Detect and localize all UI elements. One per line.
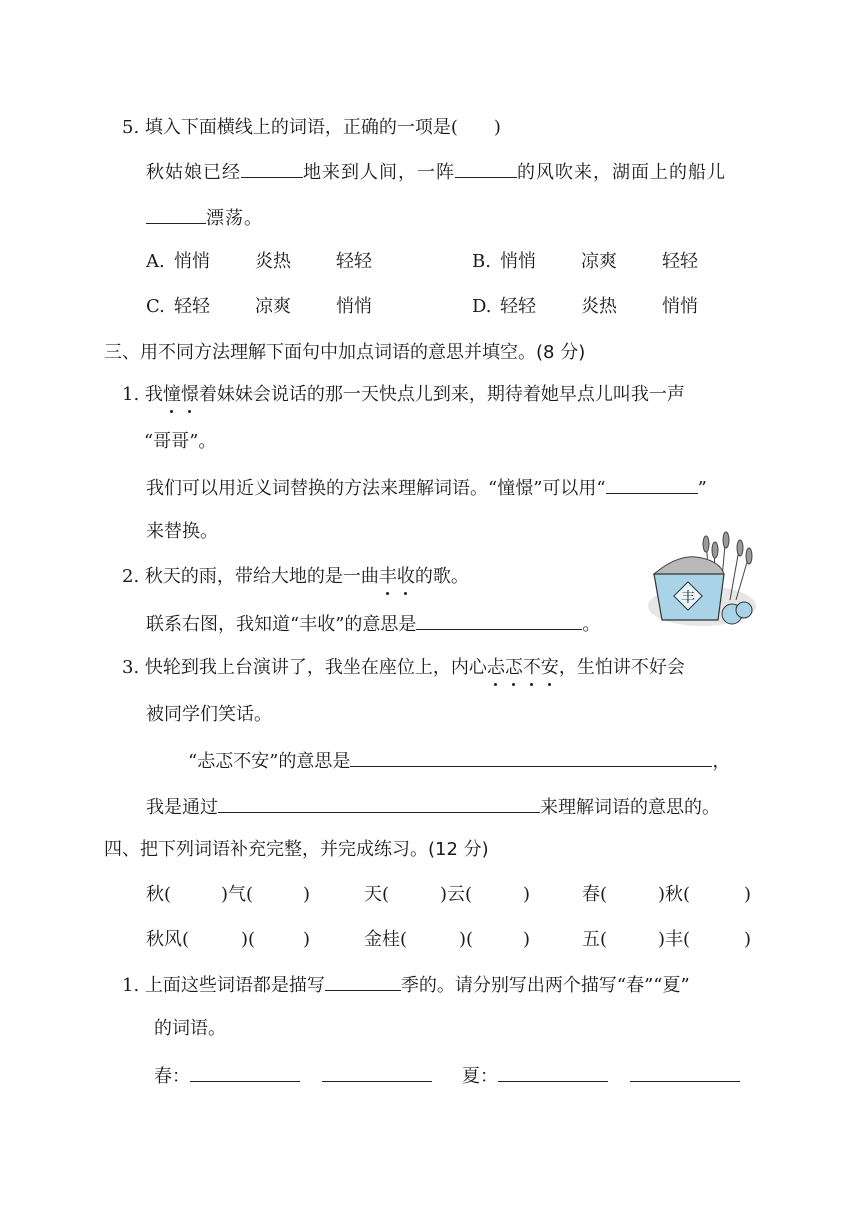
word-fill[interactable]: ) [303,929,311,950]
s4-q1-line2: 的词语。 [154,1018,226,1039]
s3-q1-blank[interactable] [606,475,698,494]
option-a-word1: 悄悄 [174,251,210,272]
option-b-letter[interactable]: B. [472,251,491,272]
option-d-word3: 悄悄 [662,296,698,317]
option-c-word1: 轻轻 [174,296,210,317]
word-fill[interactable]: )气( [221,884,254,905]
word-fill[interactable]: ) [523,884,531,905]
word-fill[interactable]: )丰( [658,929,691,950]
section-3-title: 三、用不同方法理解下面句中加点词语的意思并填空。(8 分) [104,342,586,363]
s4-q1-text-b: 季的。请分别写出两个描写“春”“夏” [400,975,690,996]
summer-blank-1[interactable] [498,1063,608,1082]
word-fill: 秋( [146,884,172,905]
q5-text-a: 秋姑娘已经 [146,162,241,183]
dotted-char: 忐 [486,657,505,678]
option-a-word2: 炎热 [255,251,291,272]
spring-blank-1[interactable] [190,1063,300,1082]
q5-blank-2[interactable] [455,159,517,178]
s3-q2-post: 的歌。 [414,566,469,587]
q5-sentence-line2 [146,205,263,231]
spring-label: 春： [154,1066,190,1087]
word-fill: 金桂( [364,929,408,950]
s4-q1-sentence [122,972,690,998]
s3-q1-sentence [122,383,685,407]
s3-q3-answer [188,748,730,774]
summer-label: 夏： [462,1066,498,1087]
s3-q3-sentence [122,656,685,680]
section-4-title: 四、把下列词语补充完整，并完成练习。(12 分) [104,839,489,860]
q5-blank-1[interactable] [241,159,303,178]
option-d-word2: 炎热 [581,296,617,317]
dotted-char: 忑 [504,657,523,678]
word-fill[interactable]: ) [744,884,752,905]
dotted-char: 收 [396,566,415,587]
s3-q2-ans-text: 联系右图，我知道“丰收”的意思是 [146,614,417,635]
grain-pile [654,557,724,574]
s4-answer-row [154,1063,740,1089]
summer-blank-2[interactable] [630,1063,740,1082]
option-b-word1: 悄悄 [500,251,536,272]
word-fill[interactable]: ) [744,929,752,950]
s3-q3-blank-1[interactable] [350,748,712,767]
q5-stem: 5. 填入下面横线上的词语，正确的一项是( ) [122,117,501,138]
s3-q2-blank[interactable] [416,611,582,630]
option-d-word1: 轻轻 [500,296,536,317]
word-fill: 春( [582,884,608,905]
s3-q3-line2: 被同学们笑话。 [146,704,272,725]
option-c-letter[interactable]: C. [146,296,165,317]
dotted-char: 丰 [378,566,397,587]
option-b-word3: 轻轻 [662,251,698,272]
q5-text-b: 地来到人间，一阵 [303,162,455,183]
word-fill[interactable]: ) [303,884,311,905]
s3-q3-ans-text-2: 我是通过 [146,797,218,818]
option-b-word2: 凉爽 [581,251,617,272]
s3-q2-sentence [122,565,469,589]
dotted-char: 憧 [162,384,181,405]
word-fill: 秋风( [146,929,190,950]
s3-q1-ans-text: 我们可以用近义词替换的方法来理解词语。“憧憬”可以用“ [146,478,606,499]
s3-q3-blank-2[interactable] [218,794,540,813]
option-a-letter[interactable]: A. [146,251,165,272]
pumpkin-2 [736,602,752,618]
q5-text-c: 的风吹来，湖面上的船儿 [517,162,726,183]
option-d-letter[interactable]: D. [472,296,492,317]
s3-q1-answer-line2: 来替换。 [146,521,218,542]
option-c-word3: 悄悄 [336,296,372,317]
s3-q2-ans-end: 。 [582,614,601,635]
q5-sentence-line1 [146,159,726,185]
dotted-char: 憬 [180,384,199,405]
s3-q1-ans-close: ” [697,478,707,499]
s4-q1-text-a: 1. 上面这些词语都是描写 [122,975,325,996]
word-fill[interactable]: )云( [440,884,473,905]
word-fill[interactable]: ) [523,929,531,950]
word-fill: 天( [364,884,390,905]
word-fill[interactable]: )秋( [658,884,691,905]
word-fill: 五( [582,929,608,950]
s4-q1-blank[interactable] [325,972,401,991]
s3-q3-post: ，生怕讲不好会 [558,657,685,678]
q5-blank-3[interactable] [146,205,206,224]
spring-blank-2[interactable] [322,1063,432,1082]
s3-q1-pre: 1. 我 [122,384,163,405]
s3-q1-line2: “哥哥”。 [144,431,217,452]
s3-q3-ans-text: “忐忑不安”的意思是 [188,751,351,772]
harvest-basket-illustration [640,528,758,632]
s3-q2-pre: 2. 秋天的雨，带给大地的是一曲 [122,566,379,587]
s3-q1-post: 着妹妹会说话的那一天快点儿到来，期待着她早点儿叫我一声 [198,384,685,405]
s3-q3-ans-comma: ， [712,751,731,772]
dotted-char: 安 [540,657,559,678]
s3-q3-answer-line2 [146,794,720,820]
word-fill[interactable]: )( [459,929,474,950]
option-c-word2: 凉爽 [255,296,291,317]
option-a-word3: 轻轻 [336,251,372,272]
q5-text-d: 漂荡。 [206,208,263,229]
s3-q3-pre: 3. 快轮到我上台演讲了，我坐在座位上，内心 [122,657,487,678]
dotted-char: 不 [522,657,541,678]
s3-q3-ans-end: 来理解词语的意思的。 [540,797,720,818]
harvest-char: 丰 [681,590,695,606]
s3-q2-answer [146,611,600,637]
s3-q1-answer [146,475,707,501]
word-fill[interactable]: )( [241,929,256,950]
